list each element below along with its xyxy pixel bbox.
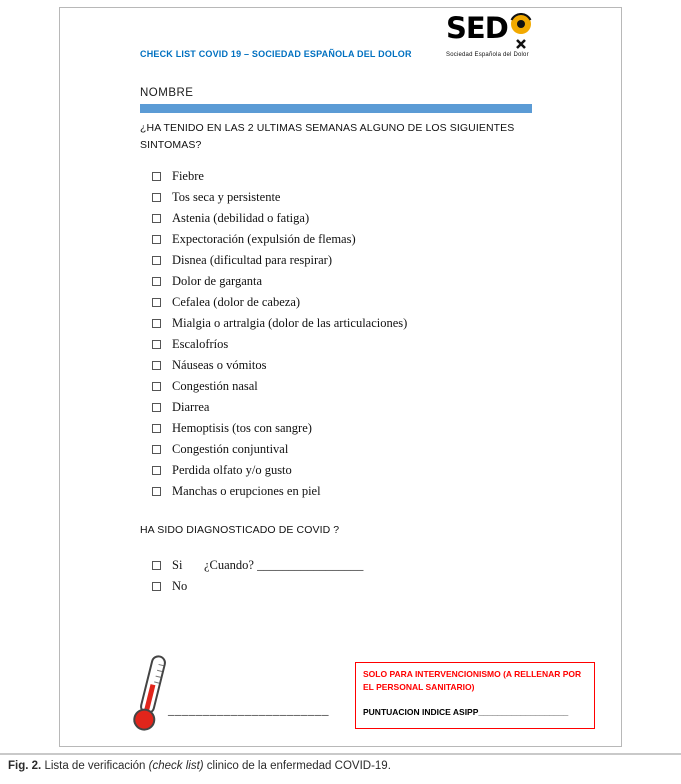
caption-divider [0, 753, 681, 755]
symptom-label: Expectoración (expulsión de flemas) [172, 232, 356, 246]
symptom-label: Hemoptisis (tos con sangre) [172, 421, 312, 435]
symptom-checkbox[interactable] [152, 403, 161, 412]
symptom-label: Diarrea [172, 400, 210, 414]
logo-brand: SED [446, 11, 508, 45]
symptom-row [152, 229, 407, 250]
figure-caption [8, 760, 391, 772]
figure-label: Fig. 2. [8, 760, 42, 772]
diagnosed-options [152, 555, 363, 597]
symptom-row [152, 397, 407, 418]
symptom-row [152, 481, 407, 502]
symptom-checkbox[interactable] [152, 424, 161, 433]
symptom-checkbox[interactable] [152, 235, 161, 244]
symptom-checkbox[interactable] [152, 466, 161, 475]
signature-line[interactable]: _______________________ [168, 702, 329, 717]
yes-checkbox[interactable] [152, 561, 161, 570]
symptom-checkbox[interactable] [152, 340, 161, 349]
symptom-row [152, 334, 407, 355]
symptom-row [152, 313, 407, 334]
symptom-label: Astenia (debilidad o fatiga) [172, 211, 310, 225]
symptom-row [152, 418, 407, 439]
thermometer-icon [122, 649, 183, 741]
symptom-checkbox[interactable] [152, 445, 161, 454]
asipp-score-label: PUNTUACION INDICE ASIPP___________________ [363, 707, 569, 718]
diagnosed-no-row [152, 576, 363, 597]
diagnosed-question: HA SIDO DIAGNOSTICADO DE COVID ? [140, 524, 340, 536]
symptom-checkbox[interactable] [152, 193, 161, 202]
sed-logo [446, 13, 576, 58]
symptom-row [152, 187, 407, 208]
symptom-checkbox[interactable] [152, 256, 161, 265]
symptom-row [152, 271, 407, 292]
symptom-row [152, 292, 407, 313]
no-checkbox[interactable] [152, 582, 161, 591]
symptom-row [152, 355, 407, 376]
symptom-row [152, 166, 407, 187]
name-input-bar[interactable] [140, 104, 532, 113]
symptom-label: Mialgia o artralgia (dolor de las articulaciones) [172, 316, 408, 330]
symptom-label: Congestión nasal [172, 379, 258, 393]
form-title: CHECK LIST COVID 19 – SOCIEDAD ESPAÑOLA DEL DOLOR [140, 49, 412, 59]
symptom-label: Manchas o erupciones en piel [172, 484, 321, 498]
symptom-checkbox[interactable] [152, 382, 161, 391]
symptom-checkbox[interactable] [152, 487, 161, 496]
no-label: No [172, 579, 188, 593]
sanitary-staff-box [355, 662, 595, 729]
logo-tagline: Sociedad Española del Dolor [446, 52, 529, 58]
symptom-label: Fiebre [172, 169, 204, 183]
symptom-row [152, 250, 407, 271]
symptom-label: Náuseas o vómitos [172, 358, 267, 372]
diagnosed-yes-row [152, 555, 363, 576]
symptom-label: Cefalea (dolor de cabeza) [172, 295, 301, 309]
symptom-row [152, 376, 407, 397]
symptom-label: Perdida olfato y/o gusto [172, 463, 292, 477]
logo-target-icon [510, 13, 532, 51]
symptom-checkbox[interactable] [152, 172, 161, 181]
name-label: NOMBRE [140, 87, 194, 99]
symptom-label: Tos seca y persistente [172, 190, 281, 204]
symptom-checkbox[interactable] [152, 277, 161, 286]
symptom-label: Congestión conjuntival [172, 442, 289, 456]
caption-text-pre: Lista de verificación [44, 760, 149, 772]
caption-text-post: clinico de la enfermedad COVID-19. [206, 760, 391, 772]
symptom-checkbox[interactable] [152, 319, 161, 328]
symptom-row [152, 208, 407, 229]
symptom-checkbox[interactable] [152, 361, 161, 370]
logo-row [446, 13, 576, 51]
symptom-label: Dolor de garganta [172, 274, 263, 288]
symptom-checkbox[interactable] [152, 298, 161, 307]
document-page [59, 7, 622, 747]
yes-label: Si [172, 558, 183, 572]
sanitary-notice: SOLO PARA INTERVENCIONISMO (A RELLENAR POR EL PERSONAL SANITARIO) [363, 669, 582, 693]
symptom-row [152, 460, 407, 481]
when-question: ¿Cuando? _________________ [204, 558, 364, 572]
symptoms-list [152, 166, 407, 502]
symptoms-question: ¿HA TENIDO EN LAS 2 ULTIMAS SEMANAS ALGUNO DE LOS SIGUIENTES SINTOMAS? [140, 122, 515, 151]
symptom-checkbox[interactable] [152, 214, 161, 223]
caption-italic: (check list) [148, 760, 204, 772]
symptom-label: Escalofríos [172, 337, 229, 351]
symptom-label: Disnea (dificultad para respirar) [172, 253, 332, 267]
symptom-row [152, 439, 407, 460]
